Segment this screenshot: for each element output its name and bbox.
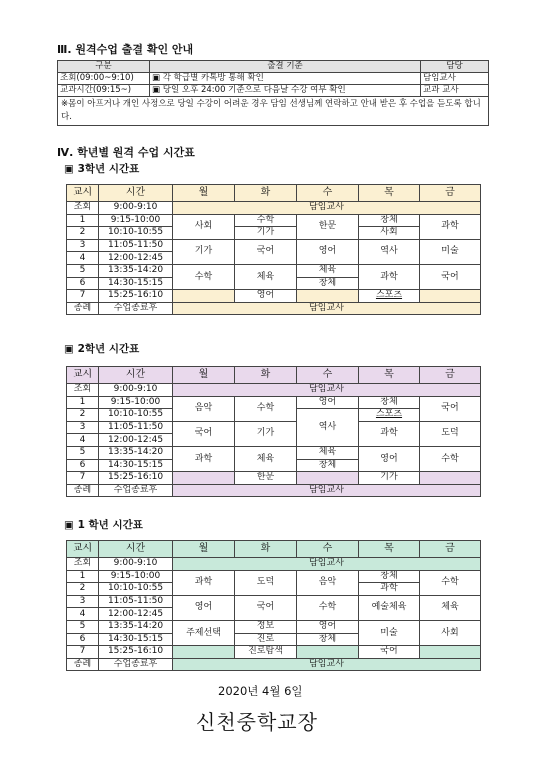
subject-cell: 체육 <box>235 446 297 471</box>
period-cell: 5 <box>67 446 99 459</box>
col-thu: 목 <box>359 541 420 558</box>
period-cell: 7 <box>67 472 99 485</box>
subject-cell: 수학 <box>235 396 297 421</box>
period-cell: 4 <box>67 608 99 621</box>
col-tue: 화 <box>235 367 297 384</box>
subject-cell: 수학 <box>173 264 235 289</box>
time-cell: 15:25-16:10 <box>99 290 173 303</box>
period-cell: 6 <box>67 277 99 290</box>
period-cell: 3 <box>67 239 99 252</box>
subject-cell: 예술체육 <box>359 595 420 620</box>
period-cell: 6 <box>67 459 99 472</box>
row-homeroom <box>67 384 481 397</box>
col-fri: 금 <box>420 541 481 558</box>
col-wed: 수 <box>297 367 359 384</box>
attendance-criteria: ▣ 당일 오후 24:00 기준으로 다음날 수강 여부 확인 <box>150 85 421 97</box>
period-cell: 4 <box>67 252 99 265</box>
period-cell: 3 <box>67 595 99 608</box>
col-period: 교시 <box>67 185 99 202</box>
grade2-timetable <box>66 366 481 497</box>
subject-cell: 사회 <box>359 227 420 240</box>
period-cell: 6 <box>67 633 99 646</box>
empty-cell <box>297 646 359 659</box>
attendance-note-row <box>58 97 489 126</box>
subject-cell: 음악 <box>173 396 235 421</box>
row-homeroom <box>67 558 481 571</box>
principal-name: 신천중학교장 <box>196 710 318 734</box>
period-cell: 2 <box>67 409 99 422</box>
subject-cell: 도덕 <box>235 570 297 595</box>
time-cell: 11:05-11:50 <box>99 239 173 252</box>
period-cell: 1 <box>67 396 99 409</box>
col-time: 시간 <box>99 541 173 558</box>
attendance-row <box>58 85 489 97</box>
subject-cell: 창체 <box>359 396 420 409</box>
time-cell: 9:15-10:00 <box>99 570 173 583</box>
attendance-owner: 담임교사 <box>421 73 489 85</box>
subject-cell: 과학 <box>420 214 481 239</box>
time-cell: 10:10-10:55 <box>99 227 173 240</box>
time-cell: 14:30-15:15 <box>99 459 173 472</box>
row-period-7 <box>67 646 481 659</box>
period-cell: 종례 <box>67 484 99 497</box>
row-period-3 <box>67 421 481 434</box>
subject-cell: 영어 <box>173 595 235 620</box>
subject-cell: 창체 <box>359 214 420 227</box>
timetable-header-row <box>67 185 481 202</box>
row-period-1 <box>67 570 481 583</box>
row-period-1 <box>67 396 481 409</box>
subject-cell: 국어 <box>235 239 297 264</box>
subject-cell: 과학 <box>359 264 420 289</box>
period-cell: 7 <box>67 290 99 303</box>
empty-cell <box>420 472 481 485</box>
col-time: 시간 <box>99 185 173 202</box>
period-cell: 5 <box>67 264 99 277</box>
header-owner: 담당 <box>421 61 489 73</box>
subject-cell: 사회 <box>173 214 235 239</box>
time-cell: 9:15-10:00 <box>99 396 173 409</box>
subject-cell: 영어 <box>297 396 359 409</box>
homeroom-cell: 담임교사 <box>173 302 481 315</box>
time-cell: 13:35-14:20 <box>99 264 173 277</box>
time-cell: 10:10-10:55 <box>99 409 173 422</box>
col-fri: 금 <box>420 185 481 202</box>
homeroom-cell: 담임교사 <box>173 658 481 671</box>
section3-title: Ⅲ. 원격수업 출결 확인 안내 <box>57 43 194 56</box>
homeroom-cell: 담임교사 <box>173 384 481 397</box>
period-cell: 1 <box>67 570 99 583</box>
time-cell: 11:05-11:50 <box>99 421 173 434</box>
subject-cell: 영어 <box>359 446 420 471</box>
subject-cell: 미술 <box>359 620 420 645</box>
subject-cell: 국어 <box>173 421 235 446</box>
subject-cell: 수학 <box>420 446 481 471</box>
period-cell: 조회 <box>67 558 99 571</box>
time-cell: 15:25-16:10 <box>99 472 173 485</box>
subject-cell: 진로탐색 <box>235 646 297 659</box>
attendance-category: 교과시간(09:15~) <box>58 85 150 97</box>
col-tue: 화 <box>235 185 297 202</box>
attendance-header-row <box>58 61 489 73</box>
attendance-note: ※몸이 아프거나 개인 사정으로 당일 수강이 어려운 경우 담임 선생님께 연락하고 안내 받은 후 수업을 듣도록 합니다. <box>58 97 489 126</box>
col-thu: 목 <box>359 367 420 384</box>
subject-cell: 역사 <box>359 239 420 264</box>
subject-cell: 역사 <box>297 409 359 447</box>
time-cell: 11:05-11:50 <box>99 595 173 608</box>
subject-cell: 수학 <box>235 214 297 227</box>
subject-cell: 기가 <box>359 472 420 485</box>
time-cell: 14:30-15:15 <box>99 633 173 646</box>
row-dismissal <box>67 302 481 315</box>
time-cell: 12:00-12:45 <box>99 252 173 265</box>
attendance-table <box>57 60 489 126</box>
attendance-category: 조회(09:00~9:10) <box>58 73 150 85</box>
grade2-title: ▣ 2학년 시간표 <box>64 343 140 355</box>
subject-cell: 기가 <box>173 239 235 264</box>
section4-title: Ⅳ. 학년별 원격 수업 시간표 <box>57 146 195 159</box>
col-period: 교시 <box>67 541 99 558</box>
subject-cell: 진로 <box>235 633 297 646</box>
subject-cell: 음악 <box>297 570 359 595</box>
attendance-row <box>58 73 489 85</box>
period-cell: 1 <box>67 214 99 227</box>
period-cell: 2 <box>67 583 99 596</box>
attendance-owner: 교과 교사 <box>421 85 489 97</box>
subject-cell: 기가 <box>235 227 297 240</box>
time-cell: 12:00-12:45 <box>99 434 173 447</box>
empty-cell <box>420 290 481 303</box>
issue-date: 2020년 4월 6일 <box>218 684 303 698</box>
subject-cell: 창체 <box>297 459 359 472</box>
row-period-1 <box>67 214 481 227</box>
period-cell: 5 <box>67 620 99 633</box>
subject-cell: 과학 <box>359 583 420 596</box>
col-fri: 금 <box>420 367 481 384</box>
homeroom-cell: 담임교사 <box>173 484 481 497</box>
time-cell: 13:35-14:20 <box>99 620 173 633</box>
grade3-timetable <box>66 184 481 315</box>
col-mon: 월 <box>173 367 235 384</box>
col-period: 교시 <box>67 367 99 384</box>
subject-cell: 주제선택 <box>173 620 235 645</box>
row-period-5 <box>67 446 481 459</box>
subject-cell: 과학 <box>173 446 235 471</box>
period-cell: 종례 <box>67 302 99 315</box>
subject-cell: 사회 <box>420 620 481 645</box>
row-period-3 <box>67 595 481 608</box>
col-wed: 수 <box>297 185 359 202</box>
subject-cell: 수학 <box>297 595 359 620</box>
subject-cell: 수학 <box>420 570 481 595</box>
col-time: 시간 <box>99 367 173 384</box>
subject-cell: 영어 <box>297 620 359 633</box>
period-cell: 조회 <box>67 202 99 215</box>
row-period-7 <box>67 290 481 303</box>
period-cell: 종례 <box>67 658 99 671</box>
header-criteria: 출결 기준 <box>150 61 421 73</box>
grade1-timetable <box>66 540 481 671</box>
row-period-7 <box>67 472 481 485</box>
subject-cell: 국어 <box>235 595 297 620</box>
subject-cell: 영어 <box>235 290 297 303</box>
homeroom-cell: 담임교사 <box>173 558 481 571</box>
subject-cell: 영어 <box>297 239 359 264</box>
time-cell: 9:00-9:10 <box>99 384 173 397</box>
empty-cell <box>173 646 235 659</box>
timetable-header-row <box>67 541 481 558</box>
subject-cell: 국어 <box>359 646 420 659</box>
attendance-criteria: ▣ 각 학급별 카톡방 통해 확인 <box>150 73 421 85</box>
subject-cell: 한문 <box>297 214 359 239</box>
row-period-2 <box>67 227 481 240</box>
grade1-title: ▣ 1 학년 시간표 <box>64 519 143 531</box>
subject-cell: 창체 <box>297 633 359 646</box>
subject-cell: 체육 <box>420 595 481 620</box>
grade3-title: ▣ 3학년 시간표 <box>64 163 140 175</box>
subject-cell: 체육 <box>297 446 359 459</box>
row-dismissal <box>67 658 481 671</box>
row-period-5 <box>67 264 481 277</box>
period-cell: 7 <box>67 646 99 659</box>
subject-cell: 미술 <box>420 239 481 264</box>
row-dismissal <box>67 484 481 497</box>
col-mon: 월 <box>173 185 235 202</box>
period-cell: 3 <box>67 421 99 434</box>
subject-cell: 과학 <box>173 570 235 595</box>
subject-cell: 체육 <box>235 264 297 289</box>
row-period-3 <box>67 239 481 252</box>
col-thu: 목 <box>359 185 420 202</box>
subject-cell: 스포츠 <box>359 409 420 422</box>
subject-cell: 정보 <box>235 620 297 633</box>
subject-cell: 국어 <box>420 396 481 421</box>
time-cell: 12:00-12:45 <box>99 608 173 621</box>
col-tue: 화 <box>235 541 297 558</box>
period-cell: 4 <box>67 434 99 447</box>
time-cell: 13:35-14:20 <box>99 446 173 459</box>
empty-cell <box>173 472 235 485</box>
subject-cell: 창체 <box>297 277 359 290</box>
period-cell: 2 <box>67 227 99 240</box>
subject-cell: 스포츠 <box>359 290 420 303</box>
time-cell: 9:00-9:10 <box>99 202 173 215</box>
time-cell: 15:25-16:10 <box>99 646 173 659</box>
homeroom-cell: 담임교사 <box>173 202 481 215</box>
time-cell: 10:10-10:55 <box>99 583 173 596</box>
empty-cell <box>420 646 481 659</box>
subject-cell: 창체 <box>359 570 420 583</box>
timetable-header-row <box>67 367 481 384</box>
subject-cell: 기가 <box>235 421 297 446</box>
subject-cell: 한문 <box>235 472 297 485</box>
col-wed: 수 <box>297 541 359 558</box>
subject-cell: 체육 <box>297 264 359 277</box>
subject-cell: 국어 <box>420 264 481 289</box>
time-cell: 수업종료후 <box>99 302 173 315</box>
time-cell: 수업종료후 <box>99 658 173 671</box>
header-category: 구분 <box>58 61 150 73</box>
row-period-5 <box>67 620 481 633</box>
time-cell: 9:15-10:00 <box>99 214 173 227</box>
time-cell: 수업종료후 <box>99 484 173 497</box>
empty-cell <box>173 290 235 303</box>
period-cell: 조회 <box>67 384 99 397</box>
subject-cell: 과학 <box>359 421 420 446</box>
subject-cell: 도덕 <box>420 421 481 446</box>
time-cell: 14:30-15:15 <box>99 277 173 290</box>
time-cell: 9:00-9:10 <box>99 558 173 571</box>
empty-cell <box>297 290 359 303</box>
col-mon: 월 <box>173 541 235 558</box>
row-homeroom <box>67 202 481 215</box>
empty-cell <box>297 472 359 485</box>
